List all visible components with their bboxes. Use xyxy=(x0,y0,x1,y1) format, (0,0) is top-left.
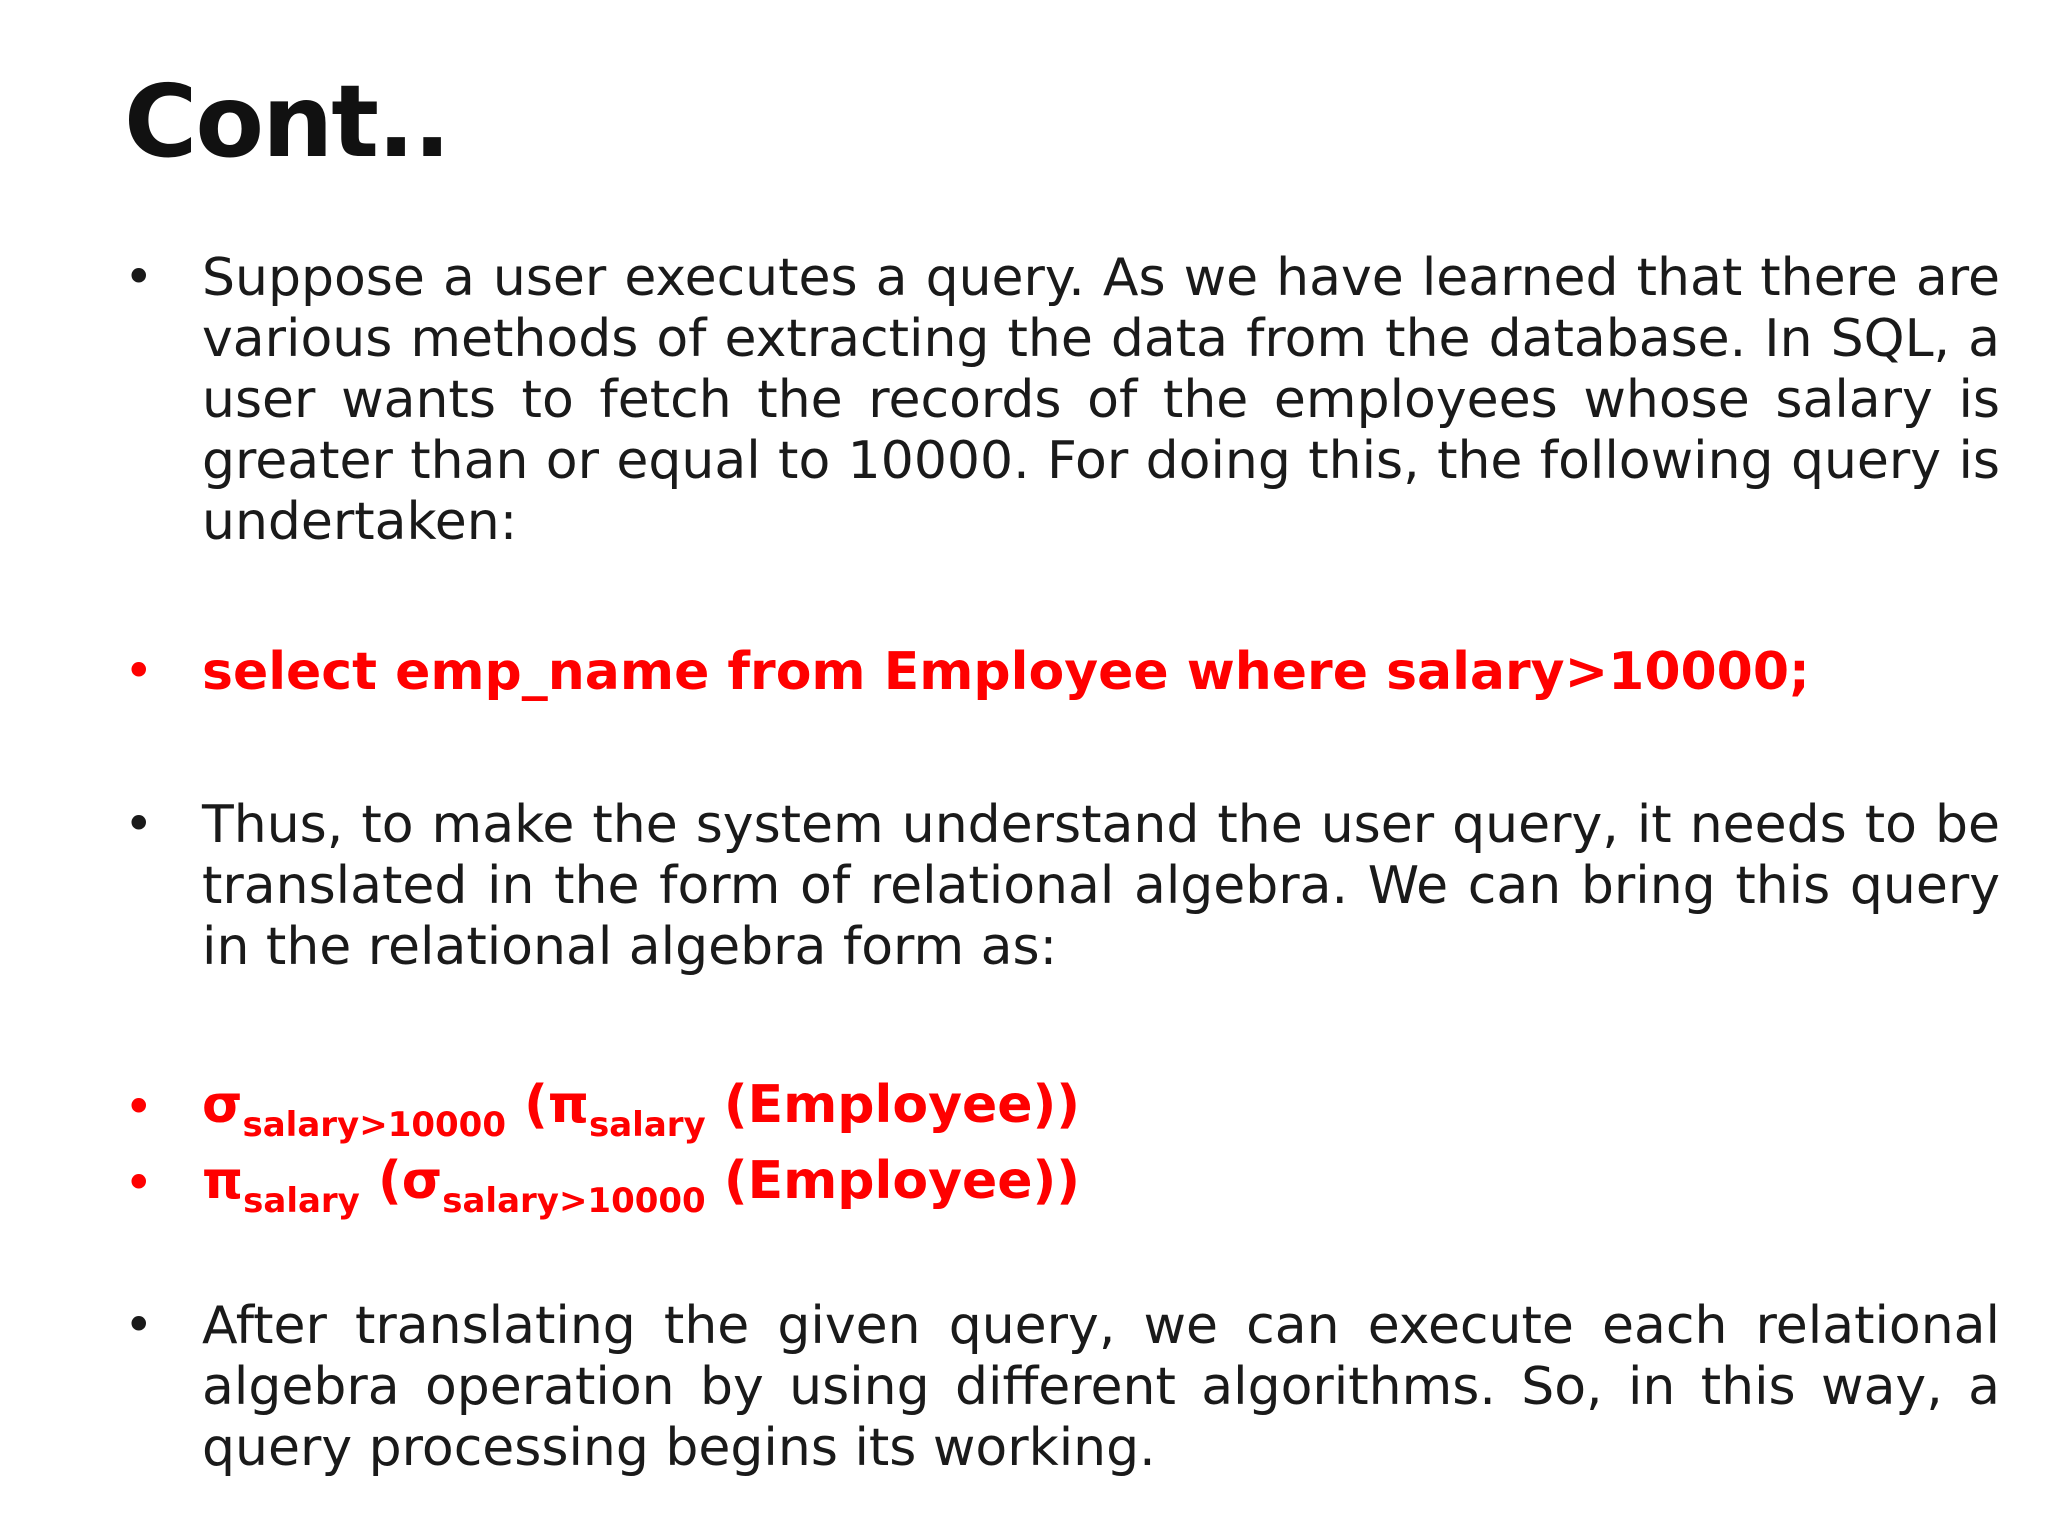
bullet-dot: • xyxy=(124,642,154,700)
sigma-operator: σ xyxy=(202,1075,243,1135)
projection-open: (π xyxy=(505,1075,589,1135)
bullet-translation xyxy=(124,795,2000,978)
bullet-text: After translating the given query, we can execute each relational algebra operation by using different algorithms. So, in this way, a query processing begins its working. xyxy=(202,1296,2000,1478)
bullet-conclusion xyxy=(124,1296,2000,1479)
bullet-text: Thus, to make the system understand the user query, it needs to be translated in the form of relational algebra. We can bring this query in the relational algebra form as: xyxy=(202,795,2000,977)
algebra-expression-2 xyxy=(202,1144,1081,1221)
selection-condition: salary>10000 xyxy=(442,1181,706,1221)
bullet-dot: • xyxy=(124,1078,154,1136)
sql-query-text: select emp_name from Employee where salary>10000; xyxy=(202,642,1810,702)
bullet-dot: • xyxy=(124,795,154,853)
bullet-algebra-expression-2 xyxy=(124,1144,2000,1221)
selection-condition: salary>10000 xyxy=(242,1105,506,1145)
bullet-sql-query xyxy=(124,642,2000,703)
projection-attribute: salary xyxy=(589,1105,706,1145)
bullet-intro xyxy=(124,248,2000,553)
selection-open: (σ xyxy=(359,1151,443,1211)
bullet-dot: • xyxy=(124,1296,154,1354)
bullet-dot: • xyxy=(124,248,154,306)
bullet-algebra-expression-1 xyxy=(124,1068,2000,1145)
algebra-expression-1 xyxy=(202,1068,1081,1145)
bullet-dot: • xyxy=(124,1154,154,1212)
bullet-text: Suppose a user executes a query. As we have learned that there are various methods of extracting the data from the database. In SQL, a user wants to fetch the records of the employees whose salary is greater than or equal to 10000. For doing this, the following query is undertaken: xyxy=(202,248,2000,552)
slide-title: Cont.. xyxy=(124,63,450,180)
relation-name: (Employee)) xyxy=(705,1151,1081,1211)
projection-attribute: salary xyxy=(243,1181,360,1221)
pi-operator: π xyxy=(202,1151,244,1211)
relation-name: (Employee)) xyxy=(705,1075,1081,1135)
